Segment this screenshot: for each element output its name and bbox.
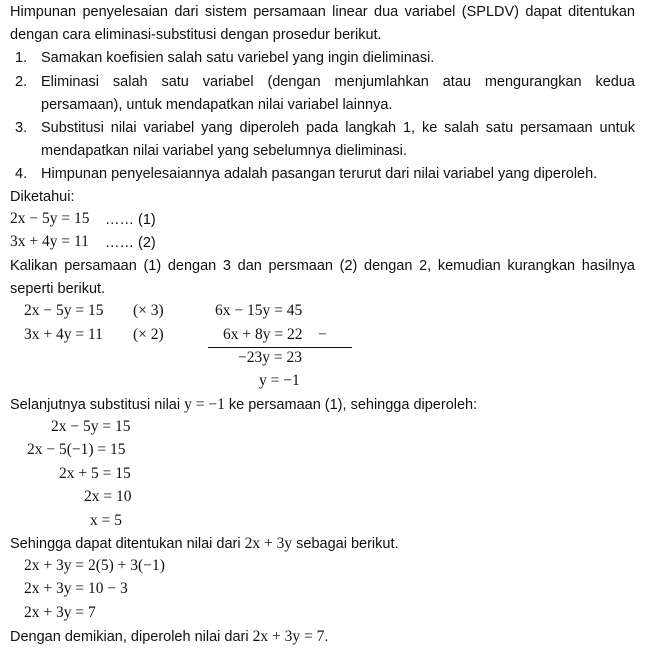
multiply-line-2: seperti berikut. xyxy=(10,281,106,297)
step-3-text-line-1: Substitusi nilai variabel yang diperoleh pada langkah 1, ke salah satu persamaan untuk xyxy=(41,120,635,136)
conclusion-text: Dengan demikian, diperoleh nilai dari xyxy=(10,629,249,645)
substitution-step-2: 2x − 5(−1) = 15 xyxy=(27,441,126,458)
evaluation-step-1: 2x + 3y = 2(5) + 3(−1) xyxy=(24,557,165,574)
given-equation-2: 3x + 4y = 11 xyxy=(10,233,89,250)
step-2-text-line-2: persamaan), untuk mendapatkan nilai variabel lainnya. xyxy=(41,97,393,113)
substitution-expression: y = −1 xyxy=(184,396,225,413)
substitution-sentence xyxy=(10,396,477,414)
substitution-step-1: 2x − 5y = 15 xyxy=(51,418,131,435)
step-1-text: Samakan koefisien salah satu variebel yang ingin dieliminasi. xyxy=(41,50,435,66)
step-4-number: 4. xyxy=(15,166,28,182)
substitution-step-4: 2x = 10 xyxy=(84,488,132,505)
intro-line-2: dengan cara eliminasi-substitusi dengan prosedur berikut. xyxy=(10,27,382,43)
conclusion-sentence xyxy=(10,628,328,646)
elimination-left-equation-2: 3x + 4y = 11 xyxy=(24,326,103,343)
elimination-right-equation-2: 6x + 8y = 22 xyxy=(223,326,303,343)
step-2-text-line-1: Eliminasi salah satu variabel (dengan menjumlahkan atau mengurangkan kedua xyxy=(41,74,635,90)
given-equation-1: 2x − 5y = 15 xyxy=(10,210,90,227)
given-label: Diketahui: xyxy=(10,189,75,205)
given-equation-2-tag: …… (2) xyxy=(105,235,156,251)
step-3-text-line-2: mendapatkan nilai variabel yang sebelumnya dieliminasi. xyxy=(41,143,407,159)
substitution-text-before: Selanjutnya substitusi nilai xyxy=(10,397,181,413)
step-3-number: 3. xyxy=(15,120,28,136)
substitution-step-5: x = 5 xyxy=(90,512,122,529)
evaluation-sentence xyxy=(10,535,399,553)
evaluation-step-3: 2x + 3y = 7 xyxy=(24,604,96,621)
elimination-y-value: y = −1 xyxy=(259,372,300,389)
given-equation-1-tag: …… (1) xyxy=(105,212,156,228)
elimination-factor-2: (× 2) xyxy=(133,326,164,343)
substitution-step-3: 2x + 5 = 15 xyxy=(59,465,131,482)
elimination-left-equation-1: 2x − 5y = 15 xyxy=(24,302,104,319)
evaluation-text-before: Sehingga dapat ditentukan nilai dari xyxy=(10,536,241,552)
multiply-line-1: Kalikan persamaan (1) dengan 3 dan persmaan (2) dengan 2, kemudian kurangkan hasilnya xyxy=(10,258,635,274)
step-4-text: Himpunan penyelesaiannya adalah pasangan terurut dari nilai variabel yang diperoleh. xyxy=(41,166,598,182)
elimination-minus-sign: − xyxy=(318,326,327,343)
conclusion-expression: 2x + 3y = 7 xyxy=(252,628,325,645)
intro-line-1: Himpunan penyelesaian dari sistem persamaan linear dua variabel (SPLDV) dapat ditentukan xyxy=(10,4,635,20)
evaluation-step-2: 2x + 3y = 10 − 3 xyxy=(24,580,128,597)
elimination-factor-1: (× 3) xyxy=(133,302,164,319)
conclusion-period: . xyxy=(324,629,329,645)
elimination-divider xyxy=(208,347,352,348)
evaluation-expression: 2x + 3y xyxy=(244,535,293,552)
evaluation-text-after: sebagai berikut. xyxy=(296,536,399,552)
elimination-right-equation-1: 6x − 15y = 45 xyxy=(215,302,303,319)
step-1-number: 1. xyxy=(15,50,28,66)
substitution-text-after: ke persamaan (1), sehingga diperoleh: xyxy=(228,397,478,413)
elimination-result: −23y = 23 xyxy=(238,349,302,366)
step-2-number: 2. xyxy=(15,74,28,90)
